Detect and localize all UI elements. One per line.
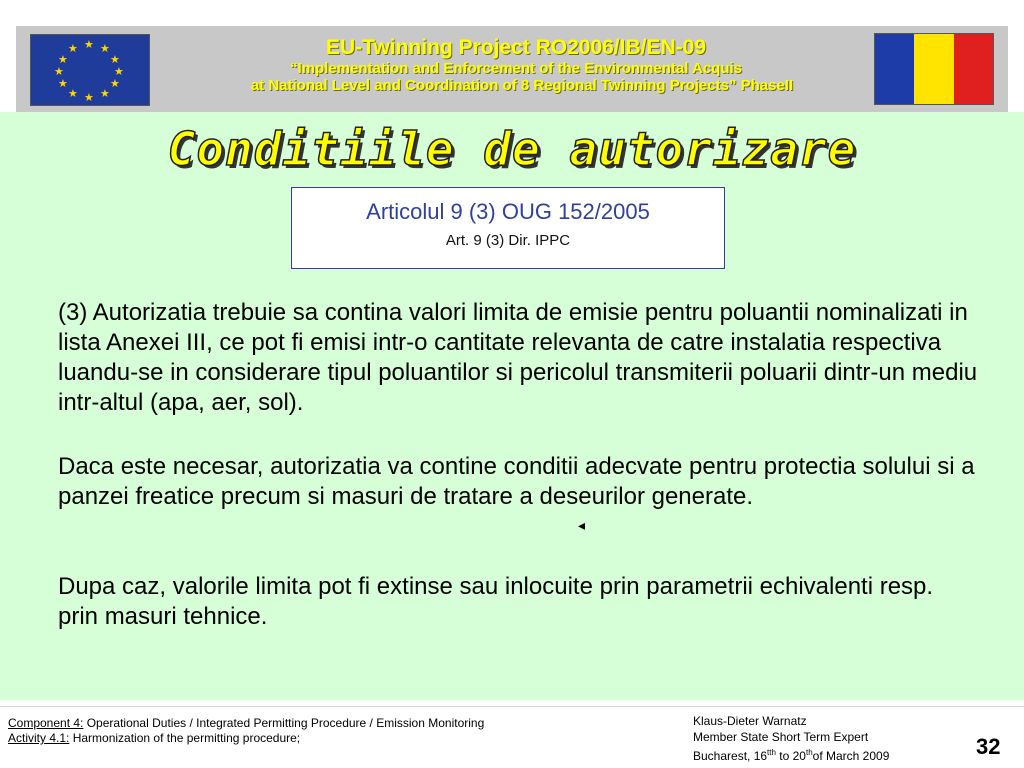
footer-divider — [0, 706, 1024, 707]
paragraph-2: Daca este necesar, autorizatia va contine conditii adecvate pentru protectia solului si a panzei freatice precum si masuri de tratare a deseurilor generate. — [58, 453, 975, 510]
footer-right — [693, 713, 889, 764]
event-date — [693, 745, 889, 764]
footer-component-line — [8, 716, 484, 731]
reference-main: Articolul 9 (3) OUG 152/2005 — [366, 199, 650, 224]
page-number: 32 — [976, 734, 1001, 759]
reference-box — [291, 187, 725, 269]
date-part-1: Bucharest, 16 — [693, 749, 768, 763]
date-sup-1: tth — [767, 748, 776, 757]
component-label: Component 4: — [8, 716, 84, 730]
content-area — [0, 112, 1024, 700]
project-subtitle-line2: at National Level and Coordination of 8 Regional Twinning Projects” PhaseII — [250, 77, 794, 94]
slide-title: Conditiile de autorizare — [167, 122, 857, 176]
author-name: Klaus-Dieter Warnatz — [693, 714, 807, 728]
eu-flag-icon: ★ ★ ★ ★ ★ ★ ★ ★ ★ ★ ★ ★ — [30, 34, 150, 106]
footer-left — [8, 716, 484, 746]
component-text: Operational Duties / Integrated Permitting Procedure / Emission Monitoring — [83, 716, 485, 730]
date-sup-2: th — [805, 748, 813, 757]
header-band — [16, 26, 1008, 112]
activity-label: Activity 4.1: — [8, 731, 70, 745]
flag-stripe-blue — [875, 34, 914, 104]
reference-sub: Art. 9 (3) Dir. IPPC — [445, 232, 571, 249]
footer-activity-line — [8, 731, 484, 746]
project-title: EU-Twinning Project RO2006/IB/EN-09 — [325, 36, 707, 59]
author-role: Member State Short Term Expert — [693, 730, 869, 744]
project-subtitle-line1: “Implementation and Enforcement of the Environmental Acquis — [290, 60, 742, 77]
activity-text: Harmonization of the permitting procedure; — [69, 731, 301, 745]
flag-stripe-yellow — [914, 34, 953, 104]
flag-stripe-red — [954, 34, 993, 104]
paragraph-3: Dupa caz, valorile limita pot fi extinse sau inlocuite prin parametrii echivalenti resp. prin masuri tehnice. — [58, 573, 934, 630]
paragraph-1: (3) Autorizatia trebuie sa contina valori limita de emisie pentru poluantii nominalizati in lista Anexei III, ce pot fi emisi intr-o cantitate relevanta de catre instalatia respectiva luandu-se in considerare tipul poluantilor si pericolul transmiterii poluarii dintr-un mediu intr-altul (apa, aer, sol). — [58, 299, 978, 416]
mouse-cursor-icon: ◂ — [578, 518, 586, 534]
romania-flag-icon — [874, 33, 994, 105]
date-part-2: to 20 — [775, 749, 806, 763]
date-part-3: of March 2009 — [812, 749, 890, 763]
